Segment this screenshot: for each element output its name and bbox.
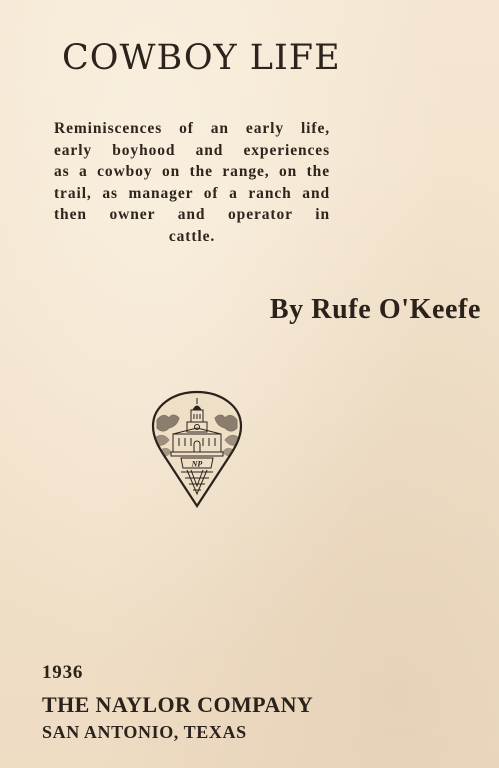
publisher-city: SAN ANTONIO, TEXAS bbox=[42, 722, 247, 742]
subtitle-line: trail, as manager of a ranch and bbox=[54, 184, 330, 202]
subtitle-line: Reminiscences of an early life, bbox=[54, 120, 330, 137]
subtitle-line: early boyhood and experiences bbox=[54, 141, 330, 159]
author-line: By Rufe O'Keefe bbox=[269, 294, 481, 325]
publisher-emblem-icon bbox=[151, 390, 243, 508]
publication-year: 1936 bbox=[42, 662, 84, 683]
subtitle-line: then owner and operator in bbox=[54, 206, 330, 223]
subtitle-line: cattle. bbox=[168, 227, 216, 245]
book-title: COWBOY LIFE bbox=[62, 38, 341, 78]
subtitle-line: as a cowboy on the range, on the bbox=[54, 163, 330, 180]
book-subtitle bbox=[54, 118, 330, 247]
publisher-name: THE NAYLOR COMPANY bbox=[42, 692, 314, 717]
emblem-monogram: NP bbox=[191, 459, 203, 469]
